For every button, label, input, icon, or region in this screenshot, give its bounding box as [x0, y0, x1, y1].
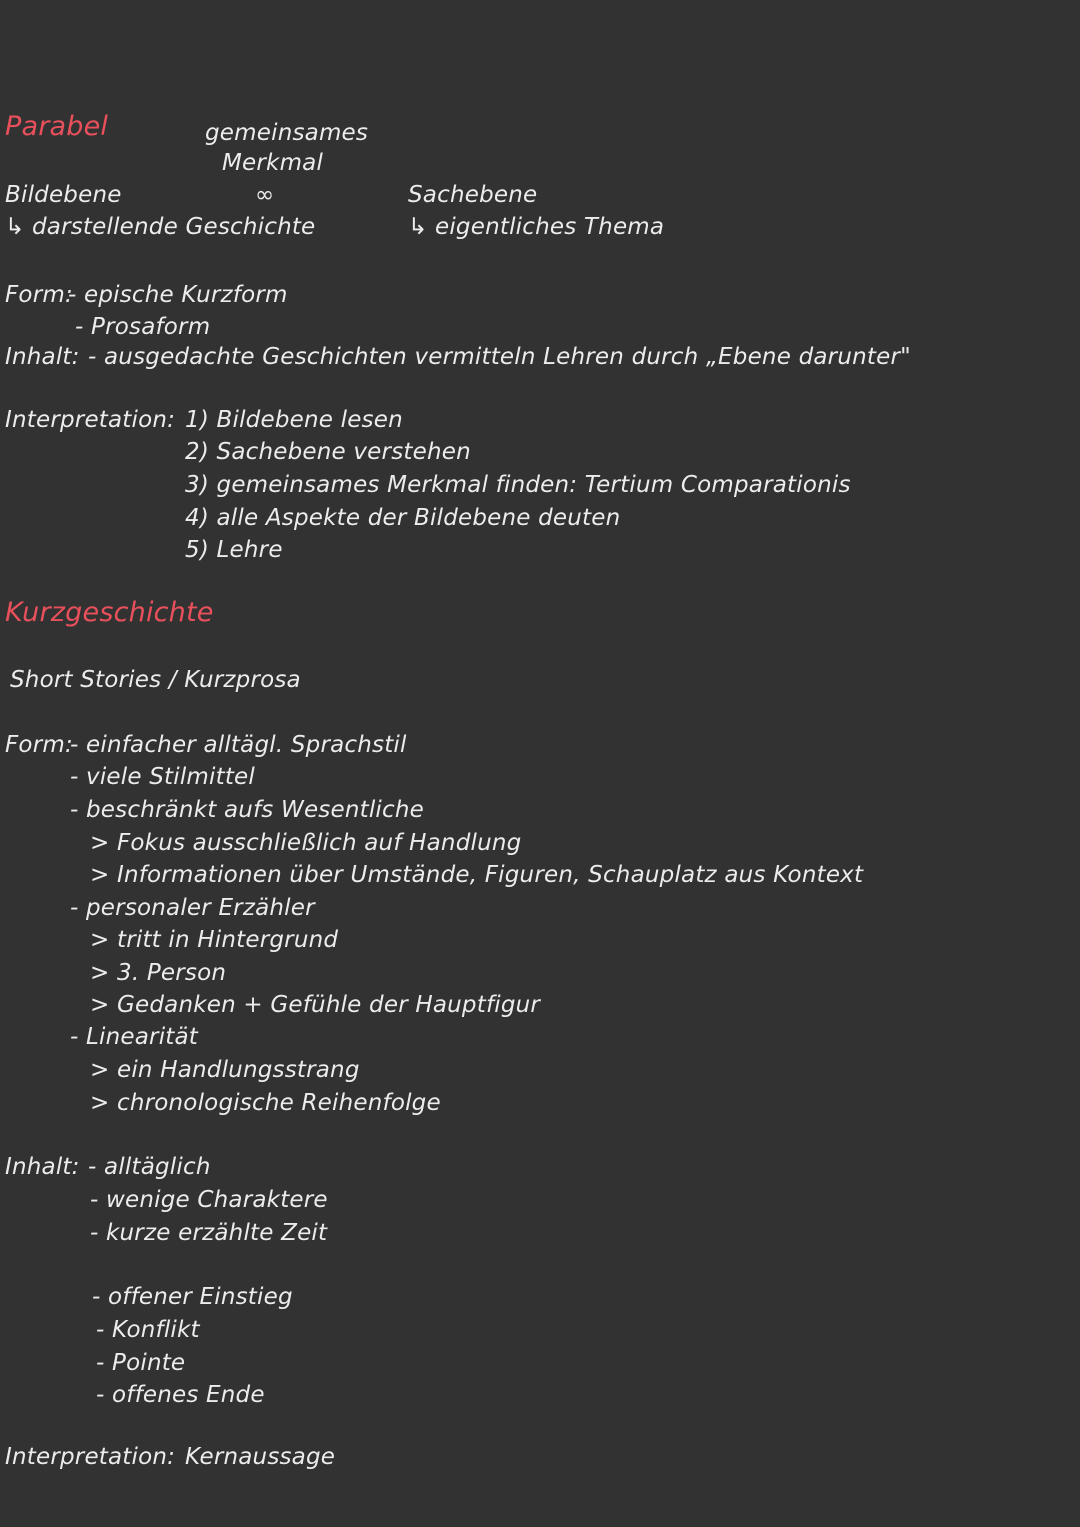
heading-parabel: Parabel [5, 111, 109, 142]
content-item: - Konflikt [96, 1317, 200, 1343]
form-item: - personaler Erzähler [70, 895, 315, 921]
content-item: - kurze erzählte Zeit [90, 1220, 328, 1246]
form-item: - Prosaform [75, 314, 211, 340]
form-item: > 3. Person [90, 960, 227, 986]
interpretation-step: 5) Lehre [185, 537, 283, 563]
form-item: > chronologische Reihenfolge [90, 1090, 441, 1116]
content-label: Inhalt: [5, 1154, 80, 1180]
content-item: - offener Einstieg [92, 1284, 293, 1310]
content-item: - wenige Charaktere [90, 1187, 328, 1213]
form-item: > Informationen über Umstände, Figuren, Schauplatz aus Kontext [90, 862, 864, 888]
common-feature-label: gemeinsames [205, 120, 369, 146]
form-item: > ein Handlungsstrang [90, 1057, 360, 1083]
common-feature-label: Merkmal [222, 150, 324, 176]
subject-level-description: ↳ eigentliches Thema [408, 214, 665, 240]
form-item: - beschränkt aufs Wesentliche [70, 797, 424, 823]
form-label: Form: [5, 282, 73, 308]
interpretation-step: 2) Sachebene verstehen [185, 439, 471, 465]
form-label: Form: [5, 732, 73, 758]
interpretation-label: Interpretation: [5, 1444, 176, 1470]
interpretation-text: Kernaussage [185, 1444, 336, 1470]
form-item: - Linearität [70, 1024, 199, 1050]
heading-kurzgeschichte: Kurzgeschichte [5, 597, 214, 628]
subject-level-label: Sachebene [408, 182, 538, 208]
content-label: Inhalt: [5, 344, 80, 370]
link-icon: ∞ [255, 182, 275, 208]
form-item: - epische Kurzform [68, 282, 288, 308]
content-text: - ausgedachte Geschichten vermitteln Lehren durch „Ebene darunter" [88, 344, 911, 370]
image-level-description: ↳ darstellende Geschichte [5, 214, 316, 240]
interpretation-step: 1) Bildebene lesen [185, 407, 403, 433]
interpretation-step: 3) gemeinsames Merkmal finden: Tertium Comparationis [185, 472, 851, 498]
interpretation-label: Interpretation: [5, 407, 176, 433]
form-item: - viele Stilmittel [70, 764, 255, 790]
subtitle: Short Stories / Kurzprosa [10, 667, 301, 693]
content-item: - Pointe [96, 1350, 186, 1376]
image-level-label: Bildebene [5, 182, 122, 208]
form-item: > tritt in Hintergrund [90, 927, 339, 953]
interpretation-step: 4) alle Aspekte der Bildebene deuten [185, 505, 621, 531]
form-item: > Gedanken + Gefühle der Hauptfigur [90, 992, 541, 1018]
content-item: - offenes Ende [96, 1382, 265, 1408]
content-item: - alltäglich [88, 1154, 211, 1180]
form-item: - einfacher alltägl. Sprachstil [70, 732, 407, 758]
form-item: > Fokus ausschließlich auf Handlung [90, 830, 522, 856]
